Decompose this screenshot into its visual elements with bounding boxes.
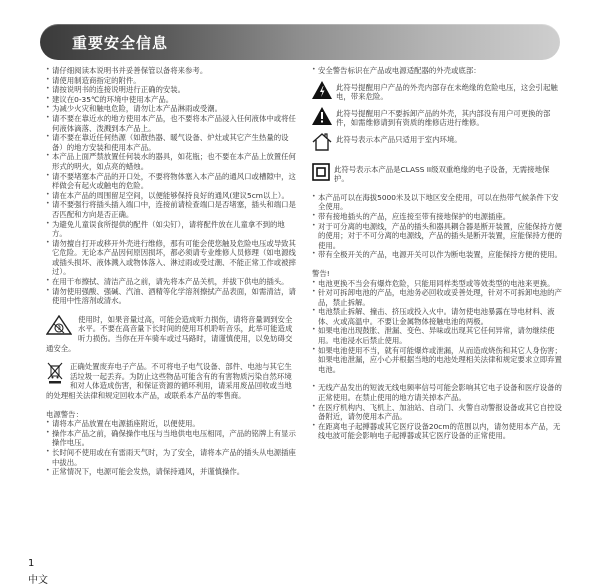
page-number: 1	[28, 558, 35, 569]
hearing-notice	[46, 315, 296, 353]
list-item: • 电池禁止拆解、撞击、挤压或投入火中。请勿使电池暴露在导电材料、液体、火或高温中。不要让金属物体接触电池的两极。	[312, 307, 564, 326]
list-item: • 如果电池出现鼓胀、泄漏、变色、异味或出现其它任何异常，请勿继续使用。电池浸水后禁止使用。	[312, 326, 564, 345]
list-item: • 针对可拆卸电池的产品，电池务必回收或妥善处理，针对不可拆卸电池的产品，禁止拆解。	[312, 288, 564, 307]
list-item: • 正常情况下，电源可能会发热，请保持通风，并谨慎操作。	[46, 467, 296, 477]
list-item: • 本产品上面严禁放置任何装水的器具，如花瓶；也不要在本产品上放置任何形式的明火，如点亮的蜡烛。	[46, 152, 296, 171]
symbol-row	[312, 133, 564, 154]
disposal-notice	[46, 362, 296, 400]
list-item: • 请勿擅自打开或移开外壳进行维修，那有可能会使您触及危险电压或导致其它危险。无论本产品因何原因损坏，都必须请专业维修人员修理（如电源线或插头损坏、液体溅入或物体落入、淋过雨或受过潮、不能正常工作或被摔过）。	[46, 239, 296, 277]
language-label: 中文	[28, 575, 48, 586]
symbol-description: 此符号表示本产品是CLASS II级双重绝缘的电子设备，无需接地保护。	[334, 164, 550, 184]
hearing-notice-text: 使用时，如果音量过高，可能会造成听力损伤，请将音量调到安全水平。不要在高音量下长时间的使用耳机聆听音乐，此举可能造成听力损伤。当你在开车骑车或过马路时，请谨慎使用，以免妨碍交通安全。	[46, 314, 293, 353]
high-voltage-warning-icon	[312, 81, 332, 102]
list-item: • 电池更换不当会有爆炸危险，只能用同样类型或等效类型的电池来更换。	[312, 279, 564, 289]
list-item: • 在距离电子起搏器或其它医疗设备20cm的范围以内，请勿使用本产品，无线电波可能会影响电子起搏器或其它医疗设备的正常使用。	[312, 422, 564, 441]
symbol-row	[312, 107, 564, 128]
right-column	[312, 66, 564, 441]
symbol-description: 此符号提醒用户不要拆卸产品的外壳，其内部没有用户可更换的部件，如需维修请到有资质的维修店进行维修。	[336, 108, 551, 128]
exclamation-warning-icon	[312, 107, 332, 128]
weee-crossed-bin-icon	[46, 362, 64, 387]
list-item: • 建议在0-35℃的环境中使用本产品。	[46, 95, 296, 105]
disposal-notice-text: 正确处置废弃电子产品。不可将电子电气设备、部件、电池与其它生活垃圾一起丢弃。为防止这些物品可能含有的有害物质污染自然环境和对人体造成伤害，和保证资源的循环利用，请采用废品回收或当地的处理相关法律和规定回收本产品，或联系本产品的零售商。	[46, 362, 292, 400]
list-item: • 带有全极开关的产品，电源开关可以作为断电装置，应能保持方便的使用。	[312, 250, 564, 260]
list-item: • 如果电池使用不当，就有可能爆炸或泄漏，从而造成烧伤和其它人身伤害；如果电池泄漏，应小心并根据当地的电池处理相关法律和规定要求立即弃置电池。	[312, 346, 564, 375]
list-item: • 为避免儿童误食所提供的配件（如尖钉），请将配件放在儿童拿不到的地方。	[46, 220, 296, 239]
page-title: 重要安全信息	[72, 34, 169, 52]
list-item: • 请使用制造商指定的附件。	[46, 76, 296, 86]
list-item: • 请不要在靠近水的地方使用本产品，也不要将本产品浸入任何液体中或将任何液体滴落、泼溅到本产品上。	[46, 114, 296, 133]
list-item: • 请不要在靠近任何热源（如散热器、暖气设备、炉灶或其它产生热量的设备）的地方安装和使用本产品。	[46, 133, 296, 152]
symbol-row	[312, 81, 564, 102]
list-item: • 为减少火灾和触电危险，请勿让本产品淋雨或受潮。	[46, 104, 296, 114]
list-item: • 请勿使用强酸、强碱、汽油、酒精等化学溶剂擦拭产品表面，如需清洁，请使用中性溶剂或清水。	[46, 287, 296, 306]
list-item: • 在医疗机构内、飞机上、加油站、自动门、火警自动警报设备或其它自控设备附近，请勿使用本产品。	[312, 403, 564, 422]
section-banner	[40, 24, 560, 60]
list-item: • 请在本产品的周围留足空间，以便能够保持良好的通风(建议5cm以上）。	[46, 191, 296, 201]
list-item: • 带有接地插头的产品，应连接至带有接地保护的电源插座。	[312, 212, 564, 222]
list-item: • 本产品可以在海拔5000米及以下地区安全使用，可以在热带气候条件下安全使用。	[312, 193, 564, 212]
list-item: • 请不要堵塞本产品的开口处，不要将物体塞入本产品的通风口或槽隙中，这样做会有起火或触电的危险。	[46, 172, 296, 191]
battery-warning-heading: 警告!	[312, 268, 330, 278]
list-item: • 请按说明书的连接说明进行正确的安装。	[46, 85, 296, 95]
class-ii-double-insulation-icon	[312, 163, 330, 184]
power-warning-heading: 电源警告：	[46, 409, 83, 419]
list-item: • 在用干布擦拭、清洁产品之前，请先将本产品关机，并拔下供电的插头。	[46, 277, 296, 287]
left-column	[46, 66, 296, 477]
list-item: • 对于可分离的电源线，产品的插头和器具耦合器是断开装置，应能保持方便的使用；对于不可分离的电源线，产品的插头是断开装置，应能保持方便的使用。	[312, 222, 564, 251]
list-item: • 无线产品发出的短波无线电频率信号可能会影响其它电子设备和医疗设备的正常使用。在禁止使用的地方请关掉本产品。	[312, 383, 564, 402]
list-item: • 请不要强行将插头插入端口中，连接前请检查端口是否堵塞，插头和端口是否匹配和方向是否正确。	[46, 200, 296, 219]
list-item: • 长时间不使用或在有雷雨天气时，为了安全，请将本产品的插头从电源插座中拔出。	[46, 448, 296, 467]
list-item: • 安全警告标识在产品或电源适配器的外壳或底部：	[312, 66, 564, 76]
list-item: • 请仔细阅读本说明书并妥善保管以备将来参考。	[46, 66, 296, 76]
symbol-description: 此符号提醒用户产品的外壳内部存在未绝缘的危险电压，这会引起触电，带来危险。	[336, 82, 558, 102]
list-item: • 操作本产品之前，确保操作电压与当地供电电压相同，产品的铭牌上有显示操作电压。	[46, 429, 296, 448]
hearing-damage-warning-icon	[46, 315, 72, 338]
indoor-house-icon	[312, 133, 332, 154]
list-item: • 请将本产品放置在电源插座附近，以便使用。	[46, 419, 296, 429]
symbol-row	[312, 163, 564, 184]
symbol-description: 此符号表示本产品只适用于室内环境。	[336, 134, 462, 144]
